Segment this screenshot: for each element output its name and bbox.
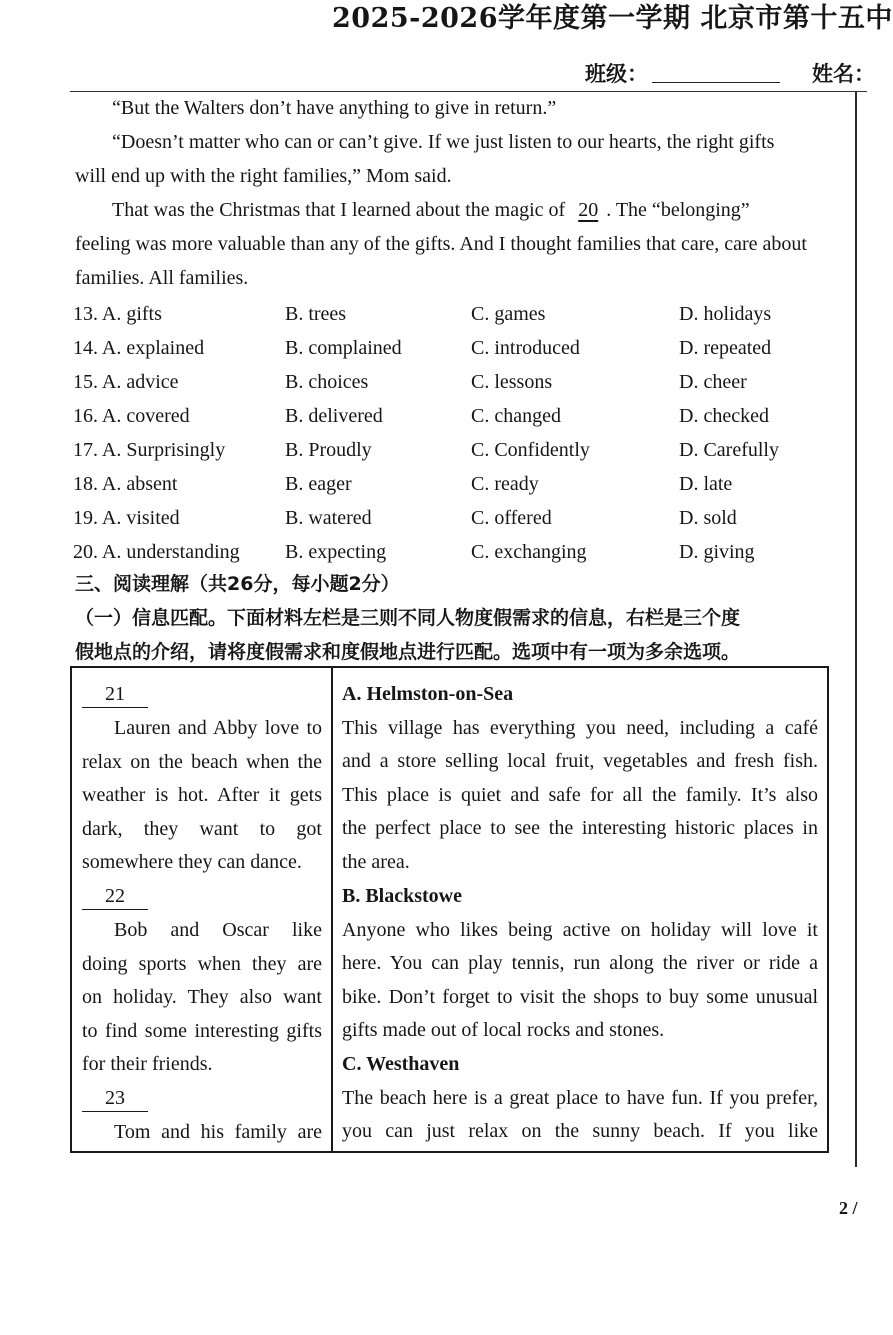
q13-option-a: 13. A. gifts bbox=[73, 303, 162, 325]
place-b-line-2: here. You can play tennis, run along the river or ride a bbox=[342, 952, 818, 975]
q20-option-d: D. giving bbox=[679, 541, 755, 563]
person-23-number bbox=[82, 1082, 322, 1116]
place-a-line-5: the area. bbox=[342, 850, 410, 873]
person-21-line-1: Lauren and Abby love to bbox=[114, 717, 322, 739]
q20-option-a: 20. A. understanding bbox=[73, 541, 240, 563]
q19-option-c: C. offered bbox=[471, 507, 552, 529]
person-21-line-4: dark, they want to got bbox=[82, 817, 322, 840]
q18-option-a: 18. A. absent bbox=[73, 473, 178, 495]
place-b-line-1: Anyone who likes being active on holiday will love it bbox=[342, 918, 818, 941]
q15-option-b: B. choices bbox=[285, 371, 369, 393]
place-c bbox=[342, 1048, 818, 1149]
place-b-line-4: gifts made out of local rocks and stones. bbox=[342, 1019, 665, 1042]
person-21-line-5: somewhere they can dance. bbox=[82, 851, 302, 874]
q19-option-a: 19. A. visited bbox=[73, 507, 180, 529]
person-23-line-1: Tom and his family are bbox=[114, 1121, 322, 1143]
q17-option-b: B. Proudly bbox=[285, 439, 372, 461]
page-edge-line bbox=[855, 92, 857, 1167]
q20-option-c: C. exchanging bbox=[471, 541, 587, 563]
class-blank-line bbox=[652, 82, 780, 83]
q19-option-b: B. watered bbox=[285, 507, 372, 529]
q17-option-c: C. Confidently bbox=[471, 439, 590, 461]
place-a-name: A. Helmston-on-Sea bbox=[342, 683, 514, 705]
answer-blank-23: 23 bbox=[82, 1085, 148, 1112]
exam-title: 2025-2026学年度第一学期 北京市第十五中 bbox=[332, 3, 893, 34]
passage-line-5: feeling was more valuable than any of the gifts. And I thought families that care, care about bbox=[75, 233, 807, 255]
q15-option-c: C. lessons bbox=[471, 371, 553, 393]
q20-option-b: B. expecting bbox=[285, 541, 387, 563]
passage-line-6: families. All families. bbox=[75, 267, 249, 289]
passage-line-4-pre: That was the Christmas that I learned about the magic of bbox=[112, 199, 566, 221]
passage-line-1: “But the Walters don’t have anything to give in return.” bbox=[112, 97, 557, 119]
place-a-line-4: the perfect place to see the interesting historic places in bbox=[342, 817, 818, 840]
q16-option-c: C. changed bbox=[471, 405, 561, 427]
person-22-line-5: for their friends. bbox=[82, 1053, 213, 1076]
q19-option-d: D. sold bbox=[679, 507, 737, 529]
person-23-desc bbox=[82, 1116, 322, 1150]
place-c-line-2: you can just relax on the sunny beach. If you like bbox=[342, 1120, 818, 1143]
person-22-number bbox=[82, 880, 322, 914]
place-c-name: C. Westhaven bbox=[342, 1053, 460, 1075]
q18-option-d: D. late bbox=[679, 473, 733, 495]
q13-option-d: D. holidays bbox=[679, 303, 772, 325]
person-21-line-3: weather is hot. After it gets bbox=[82, 784, 322, 807]
q17-option-a: 17. A. Surprisingly bbox=[73, 439, 226, 461]
instruction-line-2: 假地点的介绍，请将度假需求和度假地点进行匹配。选项中有一项为多余选项。 bbox=[75, 641, 741, 663]
person-21-number bbox=[82, 678, 322, 712]
person-21-desc bbox=[82, 712, 322, 880]
passage-line-2: “Doesn’t matter who can or can’t give. If we just listen to our hearts, the right gifts bbox=[112, 131, 775, 153]
place-b bbox=[342, 880, 818, 1048]
place-a-line-2: and a store selling local fruit, vegetables and fresh fish. bbox=[342, 750, 818, 773]
q16-option-b: B. delivered bbox=[285, 405, 383, 427]
section-title: 三、阅读理解（共26分，每小题2分） bbox=[75, 573, 400, 595]
passage-line-4 bbox=[112, 193, 750, 227]
person-22-line-1: Bob and Oscar like bbox=[114, 919, 322, 941]
place-a-line-1: This village has everything you need, including a café bbox=[342, 716, 818, 739]
passage-line-4-post: . The “belonging” bbox=[606, 199, 750, 221]
instruction-line-1: （一）信息匹配。下面材料左栏是三则不同人物度假需求的信息，右栏是三个度 bbox=[75, 607, 741, 629]
answer-blank-22: 22 bbox=[82, 883, 148, 910]
q14-option-a: 14. A. explained bbox=[73, 337, 205, 359]
place-b-name: B. Blackstowe bbox=[342, 885, 462, 907]
q14-option-d: D. repeated bbox=[679, 337, 772, 359]
place-c-line-1: The beach here is a great place to have fun. If you prefer, bbox=[342, 1086, 818, 1109]
passage-line-3: will end up with the right families,” Mom said. bbox=[75, 165, 452, 187]
page-number: 2 / bbox=[839, 1198, 858, 1218]
q13-option-b: B. trees bbox=[285, 303, 347, 325]
name-label: 姓名： bbox=[812, 62, 875, 86]
q14-option-b: B. complained bbox=[285, 337, 402, 359]
blank-20: 20 bbox=[578, 199, 599, 221]
table-divider bbox=[331, 666, 333, 1153]
q18-option-b: B. eager bbox=[285, 473, 352, 495]
person-21-line-2: relax on the beach when the bbox=[82, 750, 322, 773]
q16-option-a: 16. A. covered bbox=[73, 405, 190, 427]
place-a-line-3: This place is quiet and safe for all the family. It’s also bbox=[342, 783, 818, 806]
class-label: 班级： bbox=[585, 62, 648, 86]
place-a bbox=[342, 678, 818, 880]
q17-option-d: D. Carefully bbox=[679, 439, 779, 461]
person-22-line-4: to find some interesting gifts bbox=[82, 1019, 322, 1042]
person-22-line-3: on holiday. They also want bbox=[82, 986, 322, 1009]
q16-option-d: D. checked bbox=[679, 405, 769, 427]
q14-option-c: C. introduced bbox=[471, 337, 580, 359]
person-22-desc bbox=[82, 914, 322, 1082]
person-22-line-2: doing sports when they are bbox=[82, 952, 322, 975]
answer-blank-21: 21 bbox=[82, 681, 148, 708]
place-b-line-3: bike. Don’t forget to visit the shops to buy some unusual bbox=[342, 985, 818, 1008]
q15-option-a: 15. A. advice bbox=[73, 371, 179, 393]
q18-option-c: C. ready bbox=[471, 473, 539, 495]
q15-option-d: D. cheer bbox=[679, 371, 747, 393]
q13-option-c: C. games bbox=[471, 303, 546, 325]
